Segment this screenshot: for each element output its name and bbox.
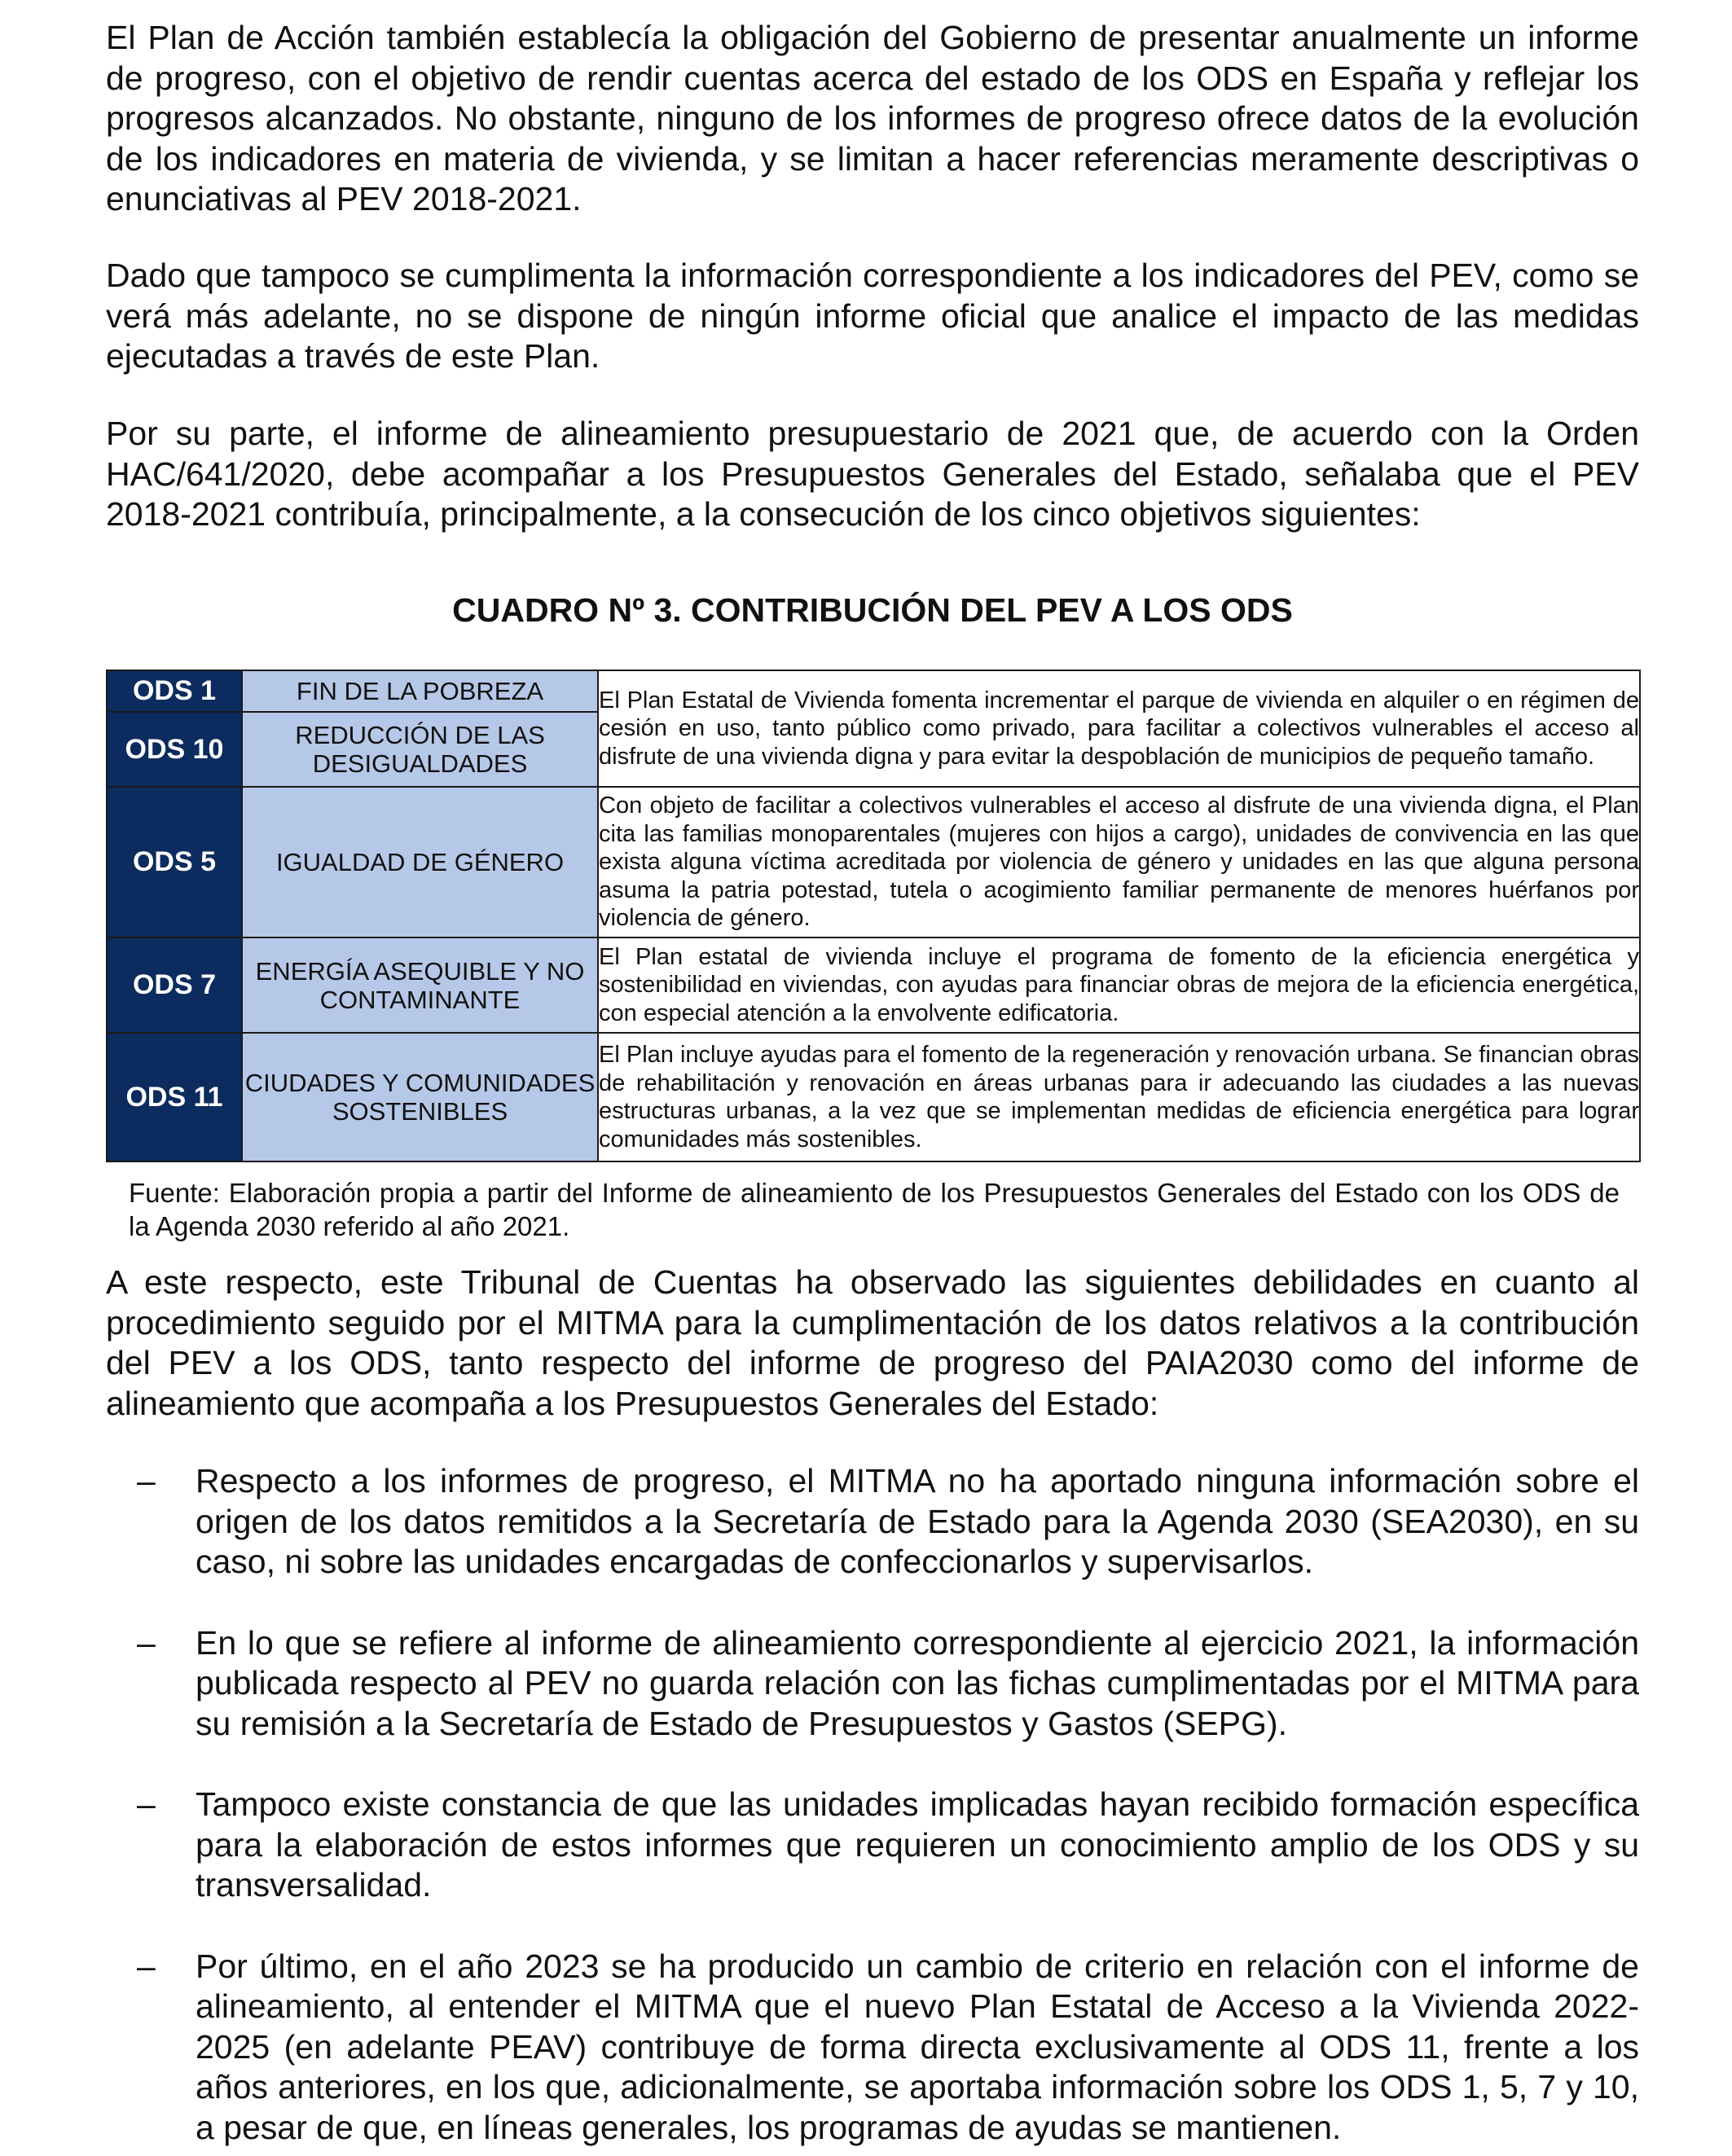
ods-code: ODS 7	[107, 937, 242, 1033]
list-item	[106, 1785, 1639, 1906]
bullet-text: En lo que se refiere al informe de alineamiento correspondiente al ejercicio 2021, la información publicada respecto al PEV no guarda relación con las fichas cumplimentadas por el MITMA para su remisión a la Secretaría de Estado de Presupuestos y Gastos (SEPG).	[196, 1623, 1639, 1742]
ods-contribution-table	[106, 670, 1641, 1162]
ods-description: El Plan incluye ayudas para el fomento de la regeneración y renovación urbana. Se financian obras de rehabilitación y renovación en áreas urbanas para ir adecuando las ciudades a las nuevas estructuras urbanas, a la vez que se implementan medidas de eficiencia energética para lograr comunidades más sostenibles.	[598, 1033, 1640, 1161]
bullet-dash: –	[137, 1462, 156, 1500]
ods-description: El Plan estatal de vivienda incluye el programa de fomento de la eficiencia energética y sostenibilidad en viviendas, con ayudas para financiar obras de mejora de la eficiencia energética, con especial atención a la envolvente edificatoria.	[598, 937, 1640, 1033]
bullet-text: Por último, en el año 2023 se ha producido un cambio de criterio en relación con el informe de alineamiento, al entender el MITMA que el nuevo Plan Estatal de Acceso a la Vivienda 2022-2025 (en adelante PEAV) contribuye de forma directa exclusivamente al ODS 11, frente a los años anteriores, en los que, adicionalmente, se aportaba información sobre los ODS 1, 5, 7 y 10, a pesar de que, en líneas generales, los programas de ayudas se mantienen.	[196, 1947, 1639, 2146]
ods-name: FIN DE LA POBREZA	[242, 670, 598, 712]
ods-code: ODS 11	[107, 1033, 242, 1161]
bullet-text: Respecto a los informes de progreso, el MITMA no ha aportado ninguna información sobre el origen de los datos remitidos a la Secretaría de Estado para la Agenda 2030 (SEA2030), en su caso, ni sobre las unidades encargadas de confeccionarlos y supervisarlos.	[196, 1462, 1639, 1580]
table-row	[107, 787, 1640, 937]
ods-code: ODS 1	[107, 670, 242, 712]
list-item	[106, 1947, 1639, 2149]
bullet-dash: –	[137, 1785, 156, 1823]
list-item	[106, 1623, 1639, 1745]
bullet-dash: –	[137, 1947, 156, 1985]
ods-description: Con objeto de facilitar a colectivos vulnerables el acceso al disfrute de una vivienda digna, el Plan cita las familias monoparentales (mujeres con hijos a cargo), unidades de convivencia en las que exista alguna víctima acreditada por violencia de género y unidades en las que alguna persona asuma la patria potestad, tutela o acogimiento familiar permanente de menores huérfanos por violencia de género.	[598, 787, 1640, 937]
ods-description: El Plan Estatal de Vivienda fomenta incrementar el parque de vivienda en alquiler o en régimen de cesión en uso, tanto público como privado, para facilitar a colectivos vulnerables el acceso al disfrute de una vivienda digna y para evitar la despoblación de municipios de pequeño tamaño.	[598, 670, 1640, 787]
ods-name: IGUALDAD DE GÉNERO	[242, 787, 598, 937]
ods-name: ENERGÍA ASEQUIBLE Y NO CONTAMINANTE	[242, 937, 598, 1033]
table-title: CUADRO Nº 3. CONTRIBUCIÓN DEL PEV A LOS ODS	[452, 591, 1293, 629]
ods-code: ODS 5	[107, 787, 242, 937]
weaknesses-list	[106, 1461, 1639, 2148]
ods-name: CIUDADES Y COMUNIDADES SOSTENIBLES	[242, 1033, 598, 1161]
bullet-text: Tampoco existe constancia de que las unidades implicadas hayan recibido formación específica para la elaboración de estos informes que requieren un conocimiento amplio de los ODS y su transversalidad.	[196, 1785, 1639, 1904]
list-item	[106, 1461, 1639, 1583]
bullet-dash: –	[137, 1623, 156, 1662]
table-row	[107, 1033, 1640, 1161]
table-row	[107, 670, 1640, 712]
ods-name: REDUCCIÓN DE LAS DESIGUALDADES	[242, 712, 598, 787]
paragraph-debilidades: A este respecto, este Tribunal de Cuentas ha observado las siguientes debilidades en cuanto al procedimiento seguido por el MITMA para la cumplimentación de los datos relativos a la contribución del PEV a los ODS, tanto respecto del informe de progreso del PAIA2030 como del informe de alineamiento que acompaña a los Presupuestos Generales del Estado:	[106, 1263, 1639, 1422]
paragraph-indicadores-pev: Dado que tampoco se cumplimenta la información correspondiente a los indicadores del PEV, como se verá más adelante, no se dispone de ningún informe oficial que analice el impacto de las medidas ejecutadas a través de este Plan.	[106, 257, 1639, 375]
table-source-note: Fuente: Elaboración propia a partir del Informe de alineamiento de los Presupuestos Generales del Estado con los ODS de la Agenda 2030 referido al año 2021.	[129, 1178, 1620, 1241]
paragraph-informe-progreso: El Plan de Acción también establecía la obligación del Gobierno de presentar anualmente un informe de progreso, con el objetivo de rendir cuentas acerca del estado de los ODS en España y reflejar los progresos alcanzados. No obstante, ninguno de los informes de progreso ofrece datos de la evolución de los indicadores en materia de vivienda, y se limitan a hacer referencias meramente descriptivas o enunciativas al PEV 2018-2021.	[106, 19, 1639, 217]
ods-code: ODS 10	[107, 712, 242, 787]
paragraph-alineamiento-presupuestario: Por su parte, el informe de alineamiento presupuestario de 2021 que, de acuerdo con la Orden HAC/641/2020, debe acompañar a los Presupuestos Generales del Estado, señalaba que el PEV 2018-2021 contribuía, principalmente, a la consecución de los cinco objetivos siguientes:	[106, 415, 1639, 533]
table-row	[107, 937, 1640, 1033]
